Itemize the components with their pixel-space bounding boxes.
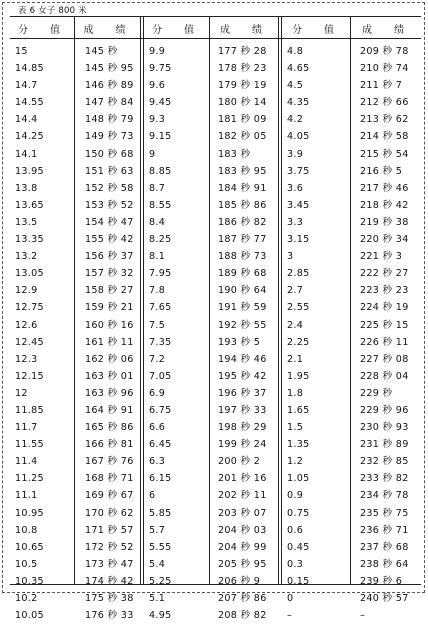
score-cell: 11.55 xyxy=(15,439,44,451)
score-cell: 13.8 xyxy=(15,182,38,194)
score-cell: 5.7 xyxy=(149,524,166,536)
score-cell: 12 xyxy=(15,387,28,399)
score-cell: 8.4 xyxy=(149,216,166,228)
score-cell: 12.15 xyxy=(15,370,44,382)
score-cell: 12.45 xyxy=(15,336,44,348)
score-cell: 8.55 xyxy=(149,199,172,211)
score-cell: 11.7 xyxy=(15,422,38,434)
score-cell: 9 xyxy=(149,148,156,160)
score-cell: 2.4 xyxy=(287,319,304,331)
result-cell: 145 秒 95 xyxy=(85,63,134,75)
result-cell: 159 秒 21 xyxy=(85,302,134,314)
group3-result-header: 成 绩 xyxy=(362,25,410,36)
result-cell: 154 秒 47 xyxy=(85,216,134,228)
result-cell: 186 秒 82 xyxy=(218,216,267,228)
group2-score-cells xyxy=(149,43,208,624)
result-cell: 176 秒 33 xyxy=(85,610,134,622)
score-cell: 0.6 xyxy=(287,524,304,536)
score-cell: 2.7 xyxy=(287,285,304,297)
result-cell: 201 秒 16 xyxy=(218,473,267,485)
score-cell: – xyxy=(287,610,293,622)
score-cell: 7.05 xyxy=(149,370,172,382)
score-cell: 4.8 xyxy=(287,46,304,57)
score-cell: 0.3 xyxy=(287,558,304,570)
score-cell: 7.95 xyxy=(149,268,172,280)
score-cell: 2.25 xyxy=(287,336,310,348)
score-cell: 9.45 xyxy=(149,97,172,109)
result-cell: 205 秒 95 xyxy=(218,558,267,570)
result-cell: 222 秒 27 xyxy=(360,268,409,280)
score-cell: 1.95 xyxy=(287,370,310,382)
result-cell: 237 秒 68 xyxy=(360,541,409,553)
result-cell: 210 秒 74 xyxy=(360,63,409,75)
result-cell: 232 秒 85 xyxy=(360,456,409,468)
score-cell: 7.35 xyxy=(149,336,172,348)
result-cell: 178 秒 23 xyxy=(218,63,267,75)
result-cell: 197 秒 33 xyxy=(218,404,267,416)
score-cell: 6.3 xyxy=(149,456,166,468)
result-cell: – xyxy=(360,610,366,622)
group2-result-header: 成 绩 xyxy=(220,25,268,36)
score-cell: 9.75 xyxy=(149,63,172,75)
result-cell: 240 秒 57 xyxy=(360,593,409,604)
result-cell: 169 秒 67 xyxy=(85,490,134,502)
result-cell: 224 秒 19 xyxy=(360,302,409,314)
score-cell: 10.05 xyxy=(15,610,44,622)
result-cell: 227 秒 08 xyxy=(360,353,409,365)
result-cell: 182 秒 05 xyxy=(218,131,267,143)
score-cell: 6.9 xyxy=(149,387,166,399)
group1-score-cells xyxy=(15,43,74,624)
score-cell: 11.85 xyxy=(15,404,44,416)
score-cell: 1.5 xyxy=(287,422,304,434)
group3-result-column xyxy=(351,17,421,622)
score-cell: 7.8 xyxy=(149,285,166,297)
score-cell: 6.75 xyxy=(149,404,172,416)
result-cell: 192 秒 55 xyxy=(218,319,267,331)
result-cell: 225 秒 15 xyxy=(360,319,409,331)
score-cell: 3.6 xyxy=(287,182,304,194)
score-cell: 1.2 xyxy=(287,456,304,468)
result-cell: 215 秒 54 xyxy=(360,148,409,160)
result-cell: 174 秒 42 xyxy=(85,575,134,587)
result-cell: 166 秒 81 xyxy=(85,439,134,451)
result-cell: 183 秒 xyxy=(218,148,251,160)
result-cell: 212 秒 66 xyxy=(360,97,409,109)
score-cell: 5.55 xyxy=(149,541,172,553)
result-cell: 239 秒 6 xyxy=(360,575,403,587)
score-cell: 9.9 xyxy=(149,46,166,57)
result-cell: 234 秒 78 xyxy=(360,490,409,502)
group1-score-header: 分 值 xyxy=(18,25,66,36)
score-cell: 8.25 xyxy=(149,234,172,246)
score-cell: 14.4 xyxy=(15,114,38,126)
result-cell: 229 秒 96 xyxy=(360,404,409,416)
result-cell: 216 秒 5 xyxy=(360,165,403,177)
score-cell: 0.15 xyxy=(287,575,310,587)
result-cell: 238 秒 64 xyxy=(360,558,409,570)
score-cell: 4.65 xyxy=(287,63,310,75)
score-cell: 11.4 xyxy=(15,456,38,468)
score-cell: 9.15 xyxy=(149,131,172,143)
score-cell: 10.35 xyxy=(15,575,44,587)
result-cell: 150 秒 68 xyxy=(85,148,134,160)
score-cell: 3 xyxy=(287,251,294,263)
score-cell: 0.75 xyxy=(287,507,310,519)
score-cell: 4.35 xyxy=(287,97,310,109)
result-cell: 221 秒 3 xyxy=(360,251,403,263)
group1-result-cells xyxy=(85,43,140,624)
score-cell: 6 xyxy=(149,490,156,502)
result-cell: 185 秒 86 xyxy=(218,199,267,211)
score-cell: 10.5 xyxy=(15,558,38,570)
score-cell: 2.1 xyxy=(287,353,304,365)
result-cell: 202 秒 11 xyxy=(218,490,267,502)
result-cell: 213 秒 62 xyxy=(360,114,409,126)
score-cell: 14.7 xyxy=(15,80,38,92)
group1-result-header: 成 绩 xyxy=(83,25,132,36)
group3-score-column xyxy=(282,17,350,622)
group2-result-cells xyxy=(218,43,278,624)
score-cell: 7.2 xyxy=(149,353,166,365)
score-cell: 7.5 xyxy=(149,319,166,331)
result-cell: 218 秒 42 xyxy=(360,199,409,211)
result-cell: 233 秒 82 xyxy=(360,473,409,485)
result-cell: 190 秒 64 xyxy=(218,285,267,297)
score-table xyxy=(10,16,421,622)
result-cell: 203 秒 07 xyxy=(218,507,267,519)
score-cell: 1.65 xyxy=(287,404,310,416)
result-cell: 181 秒 09 xyxy=(218,114,267,126)
result-cell: 151 秒 63 xyxy=(85,165,134,177)
result-cell: 188 秒 73 xyxy=(218,251,267,263)
score-cell: 13.5 xyxy=(15,216,38,228)
score-cell: 12.3 xyxy=(15,353,38,365)
group2-result-column xyxy=(210,17,278,622)
score-cell: 14.55 xyxy=(15,97,44,109)
result-cell: 179 秒 19 xyxy=(218,80,267,92)
score-cell: 1.8 xyxy=(287,387,304,399)
result-cell: 168 秒 71 xyxy=(85,473,134,485)
result-cell: 199 秒 24 xyxy=(218,439,267,451)
score-cell: 6.15 xyxy=(149,473,172,485)
score-cell: 13.95 xyxy=(15,165,44,177)
result-cell: 155 秒 42 xyxy=(85,234,134,246)
score-cell: 12.6 xyxy=(15,319,38,331)
score-cell: 5.25 xyxy=(149,575,172,587)
table-caption: 表 6 女子 800 米 xyxy=(18,6,87,16)
score-cell: 5.1 xyxy=(149,593,166,604)
result-cell: 220 秒 34 xyxy=(360,234,409,246)
score-cell: 3.45 xyxy=(287,199,310,211)
result-cell: 170 秒 62 xyxy=(85,507,134,519)
score-cell: 10.95 xyxy=(15,507,44,519)
result-cell: 163 秒 96 xyxy=(85,387,134,399)
result-cell: 162 秒 06 xyxy=(85,353,134,365)
score-cell: 4.05 xyxy=(287,131,310,143)
result-cell: 204 秒 03 xyxy=(218,524,267,536)
result-cell: 200 秒 2 xyxy=(218,456,261,468)
result-cell: 211 秒 7 xyxy=(360,80,403,92)
score-cell: 4.5 xyxy=(287,80,304,92)
result-cell: 187 秒 77 xyxy=(218,234,267,246)
result-cell: 231 秒 89 xyxy=(360,439,409,451)
result-cell: 223 秒 23 xyxy=(360,285,409,297)
group1-score-column xyxy=(10,17,74,622)
score-cell: 7.65 xyxy=(149,302,172,314)
result-cell: 147 秒 84 xyxy=(85,97,134,109)
result-cell: 163 秒 01 xyxy=(85,370,134,382)
result-cell: 177 秒 28 xyxy=(218,46,267,57)
score-cell: 4.2 xyxy=(287,114,304,126)
result-cell: 230 秒 93 xyxy=(360,422,409,434)
result-cell: 183 秒 95 xyxy=(218,165,267,177)
result-cell: 214 秒 58 xyxy=(360,131,409,143)
group3-score-cells xyxy=(287,43,350,624)
result-cell: 209 秒 78 xyxy=(360,46,409,57)
result-cell: 164 秒 91 xyxy=(85,404,134,416)
group2-score-header: 分 值 xyxy=(152,25,200,36)
score-cell: 5.85 xyxy=(149,507,172,519)
score-cell: 12.9 xyxy=(15,285,38,297)
score-cell: 0 xyxy=(287,593,294,604)
result-cell: 219 秒 38 xyxy=(360,216,409,228)
result-cell: 172 秒 52 xyxy=(85,541,134,553)
result-cell: 167 秒 76 xyxy=(85,456,134,468)
result-cell: 207 秒 86 xyxy=(218,593,267,604)
score-cell: 11.1 xyxy=(15,490,38,502)
result-cell: 195 秒 42 xyxy=(218,370,267,382)
score-cell: 13.2 xyxy=(15,251,38,263)
score-cell: 3.9 xyxy=(287,148,304,160)
score-cell: 12.75 xyxy=(15,302,44,314)
score-cell: 1.05 xyxy=(287,473,310,485)
result-cell: 193 秒 5 xyxy=(218,336,261,348)
result-cell: 198 秒 29 xyxy=(218,422,267,434)
result-cell: 226 秒 11 xyxy=(360,336,409,348)
result-cell: 149 秒 73 xyxy=(85,131,134,143)
score-cell: 10.8 xyxy=(15,524,38,536)
result-cell: 173 秒 47 xyxy=(85,558,134,570)
result-cell: 160 秒 16 xyxy=(85,319,134,331)
score-cell: 13.65 xyxy=(15,199,44,211)
result-cell: 217 秒 46 xyxy=(360,182,409,194)
score-cell: 3.75 xyxy=(287,165,310,177)
score-cell: 1.35 xyxy=(287,439,310,451)
score-cell: 14.1 xyxy=(15,148,38,160)
result-cell: 184 秒 91 xyxy=(218,182,267,194)
result-cell: 235 秒 75 xyxy=(360,507,409,519)
score-cell: 0.9 xyxy=(287,490,304,502)
score-cell: 5.4 xyxy=(149,558,166,570)
result-cell: 146 秒 89 xyxy=(85,80,134,92)
result-cell: 208 秒 82 xyxy=(218,610,267,622)
result-cell: 191 秒 59 xyxy=(218,302,267,314)
group1-result-column xyxy=(75,17,140,622)
result-cell: 180 秒 14 xyxy=(218,97,267,109)
result-cell: 152 秒 58 xyxy=(85,182,134,194)
score-cell: 15 xyxy=(15,46,28,57)
score-cell: 9.6 xyxy=(149,80,166,92)
result-cell: 228 秒 04 xyxy=(360,370,409,382)
score-cell: 0.45 xyxy=(287,541,310,553)
score-cell: 14.85 xyxy=(15,63,44,75)
group2-score-column xyxy=(144,17,208,622)
score-cell: 13.35 xyxy=(15,234,44,246)
result-cell: 161 秒 11 xyxy=(85,336,134,348)
result-cell: 171 秒 57 xyxy=(85,524,134,536)
result-cell: 165 秒 86 xyxy=(85,422,134,434)
group3-result-cells xyxy=(360,43,421,624)
result-cell: 204 秒 99 xyxy=(218,541,267,553)
score-cell: 13.05 xyxy=(15,268,44,280)
score-cell: 3.15 xyxy=(287,234,310,246)
score-cell: 3.3 xyxy=(287,216,304,228)
result-cell: 148 秒 79 xyxy=(85,114,134,126)
score-cell: 8.1 xyxy=(149,251,166,263)
score-cell: 4.95 xyxy=(149,610,172,622)
score-cell: 10.2 xyxy=(15,593,38,604)
result-cell: 206 秒 9 xyxy=(218,575,261,587)
result-cell: 175 秒 38 xyxy=(85,593,134,604)
score-cell: 8.7 xyxy=(149,182,166,194)
result-cell: 194 秒 46 xyxy=(218,353,267,365)
score-cell: 6.6 xyxy=(149,422,166,434)
score-cell: 9.3 xyxy=(149,114,166,126)
result-cell: 153 秒 52 xyxy=(85,199,134,211)
score-cell: 14.25 xyxy=(15,131,44,143)
result-cell: 189 秒 68 xyxy=(218,268,267,280)
result-cell: 196 秒 37 xyxy=(218,387,267,399)
result-cell: 236 秒 71 xyxy=(360,524,409,536)
score-cell: 2.55 xyxy=(287,302,310,314)
result-cell: 158 秒 27 xyxy=(85,285,134,297)
result-cell: 156 秒 37 xyxy=(85,251,134,263)
result-cell: 229 秒 xyxy=(360,387,393,399)
group3-score-header: 分 值 xyxy=(292,25,340,36)
result-cell: 157 秒 32 xyxy=(85,268,134,280)
score-cell: 10.65 xyxy=(15,541,44,553)
score-cell: 6.45 xyxy=(149,439,172,451)
result-cell: 145 秒 xyxy=(85,46,118,57)
score-cell: 11.25 xyxy=(15,473,44,485)
score-cell: 2.85 xyxy=(287,268,310,280)
score-cell: 8.85 xyxy=(149,165,172,177)
